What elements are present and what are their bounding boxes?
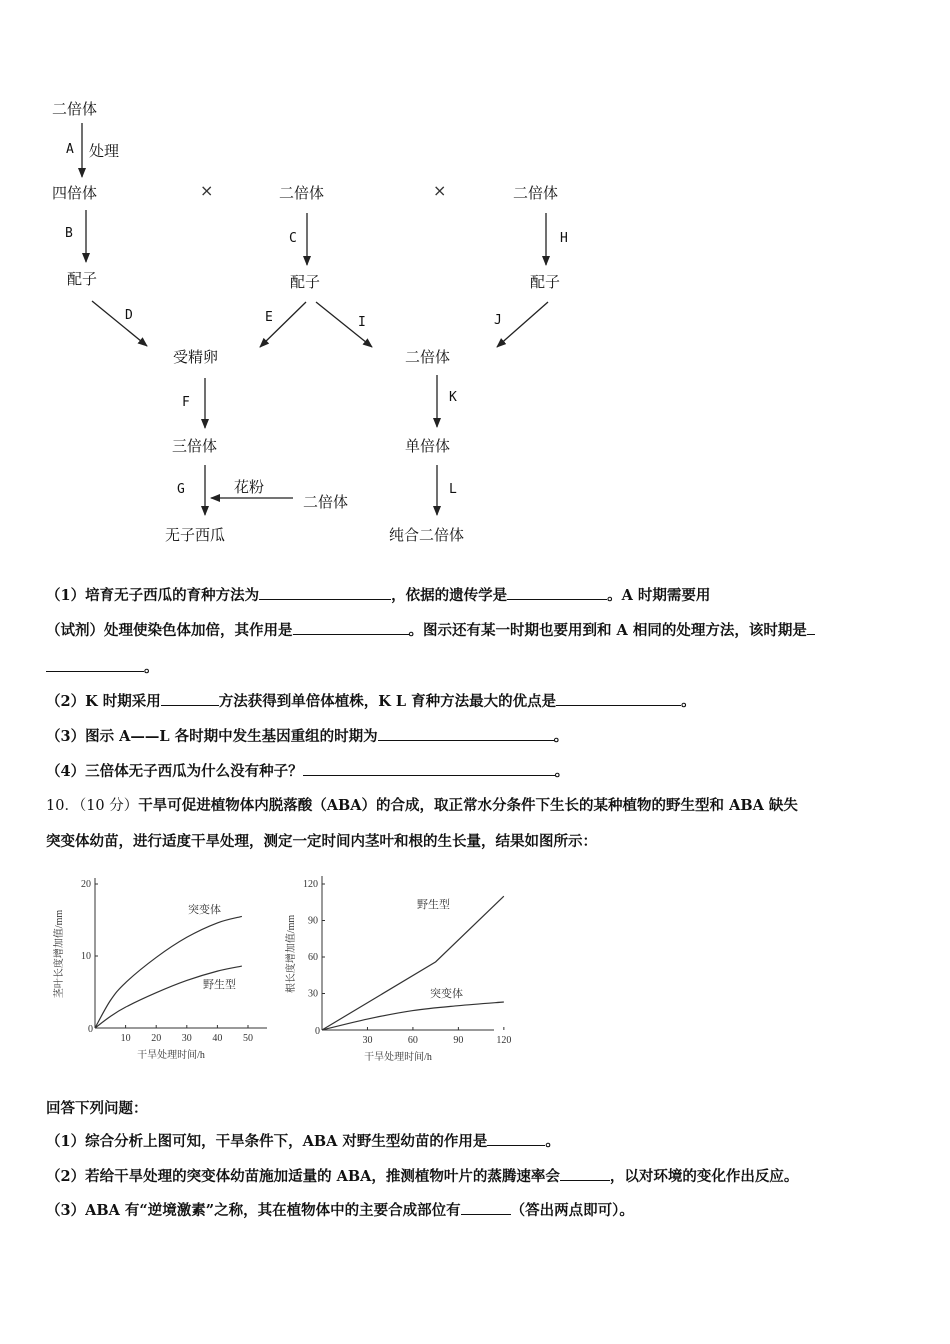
step-g-letter: G (177, 482, 185, 497)
seedless-watermelon-label: 无子西瓜 (165, 526, 226, 544)
q10-sub-1: （1）综合分析上图可知，干旱条件下，ABA 对野生型幼苗的作用是 。 (46, 1133, 560, 1150)
step-l-letter: L (449, 482, 457, 497)
series-line-1 (95, 916, 242, 1028)
x-tick-label: 40 (212, 1033, 223, 1044)
answer-blank-7[interactable] (378, 726, 554, 741)
step-d-letter: D (125, 308, 133, 323)
zygote-label: 受精卵 (173, 348, 219, 366)
answer-blank-6[interactable] (556, 691, 681, 706)
q10-sub-2: （2）若给干旱处理的突变体幼苗施加适量的 ABA，推测植物叶片的蒸腾速率会 ，以对环境的变化作出反应。 (46, 1168, 799, 1185)
x-tick-label: 30 (181, 1033, 192, 1044)
x-tick-label: 20 (151, 1033, 162, 1044)
x-axis-label: 干旱处理时间/h (364, 1052, 432, 1063)
y-tick-label: 60 (308, 952, 318, 963)
pure-diploid-label: 纯合二倍体 (389, 526, 465, 544)
q9-line-5: （3）图示 A——L 各时期中发生基因重组的时期为 。 (46, 728, 569, 745)
series-line-2 (322, 1002, 504, 1030)
q10-sub-3: （3）ABA 有“逆境激素”之称，其在植物体中的主要合成部位有 （答出两点即可）。 (46, 1202, 634, 1219)
x-axis-label: 干旱处理时间/h (137, 1050, 205, 1061)
series-label-2: 突变体 (430, 988, 463, 1000)
y-tick-label: 30 (308, 988, 318, 1000)
q10-number: 10．（10 分） (46, 798, 139, 814)
origin-label: 0 (315, 1026, 320, 1037)
answer-blank-2[interactable] (507, 585, 607, 600)
answer-blank-10[interactable] (560, 1166, 610, 1181)
y-tick-label: 10 (81, 951, 91, 962)
step-h-letter: H (560, 231, 568, 246)
arrow-j (497, 302, 548, 347)
step-k-letter: K (449, 390, 457, 405)
step-i-letter: I (358, 315, 366, 330)
step-c-letter: C (289, 231, 297, 246)
series-label-1: 突变体 (188, 904, 221, 916)
y-tick-label: 90 (308, 915, 318, 927)
top-diploid-label: 二倍体 (52, 100, 98, 118)
right-diploid-label: 二倍体 (513, 184, 559, 202)
x-tick-label: 60 (407, 1035, 418, 1046)
x-tick-label: 10 (120, 1033, 131, 1044)
cross-symbol-right: × (433, 181, 447, 200)
y-axis-label: 根长度增加值/mm (286, 914, 297, 994)
haploid-label: 单倍体 (405, 437, 451, 455)
step-j-letter: J (494, 313, 502, 328)
gamete-middle-label: 配子 (290, 273, 321, 291)
answer-blank-4b[interactable] (46, 657, 144, 672)
y-axis-label: 茎叶长度增加值/mm (54, 909, 65, 999)
step-e-letter: E (265, 310, 273, 325)
step-b-letter: B (65, 226, 73, 241)
q10-stem-line-1: 10．（10 分）干旱可促进植物体内脱落酸（ABA）的合成，取正常水分条件下生长的某种植物的野生型和 ABA 缺失 (46, 797, 798, 814)
series-line-2 (95, 966, 242, 1028)
stem-leaf-growth-chart (40, 860, 280, 1070)
q9-line-1: （1）培育无子西瓜的育种方法为 ，依据的遗传学是 。A 时期需要用 (46, 587, 711, 604)
q9-line-4: （2）K 时期采用 方法获得到单倍体植株，K L 育种方法最大的优点是 。 (46, 693, 696, 710)
series-label-1: 野生型 (417, 899, 450, 911)
answer-blank-9[interactable] (487, 1131, 545, 1146)
answer-blank-3[interactable] (293, 620, 409, 635)
tetraploid-label: 四倍体 (52, 184, 98, 202)
series-label-2: 野生型 (203, 979, 236, 991)
arrow-i (316, 302, 372, 347)
x-tick-label: 30 (362, 1035, 373, 1046)
step-a-text: 处理 (89, 142, 120, 160)
pollen-diploid-label: 二倍体 (303, 493, 349, 511)
q9-line-6: （4）三倍体无子西瓜为什么没有种子？ 。 (46, 763, 570, 780)
x-tick-label: 120 (496, 1035, 512, 1046)
answer-blank-11[interactable] (461, 1200, 511, 1215)
answer-blank-5[interactable] (161, 691, 219, 706)
middle-diploid-label: 二倍体 (279, 184, 325, 202)
q10-prompt: 回答下列问题： (46, 1100, 148, 1117)
arrow-e (260, 302, 306, 347)
answer-blank-1[interactable] (259, 585, 391, 600)
triploid-label: 三倍体 (172, 437, 218, 455)
x-tick-label: 50 (243, 1033, 253, 1044)
y-tick-label: 20 (81, 879, 91, 890)
root-growth-chart (282, 860, 512, 1070)
step-f-letter: F (182, 395, 190, 410)
series-line-1 (322, 896, 504, 1030)
q10-stem-line-2: 突变体幼苗，进行适度干旱处理，测定一定时间内茎叶和根的生长量，结果如图所示： (46, 833, 597, 850)
origin-label: 0 (88, 1024, 93, 1035)
x-tick-label: 90 (453, 1035, 464, 1046)
q9-line-2: （试剂）处理使染色体加倍，其作用是 。图示还有某一时期也要用到和 A 相同的处理方法，该时期是 (46, 619, 815, 640)
gamete-right-label: 配子 (530, 273, 561, 291)
answer-blank-4a[interactable] (807, 620, 815, 635)
y-tick-label: 120 (303, 879, 318, 890)
gamete-left-label: 配子 (67, 270, 98, 288)
center-diploid-label: 二倍体 (405, 348, 451, 366)
diagram-arrows (0, 0, 950, 560)
step-a-letter: A (66, 142, 74, 157)
q9-line-3: 。 (46, 656, 159, 677)
cross-symbol-left: × (200, 181, 214, 200)
pollen-label: 花粉 (234, 478, 265, 496)
answer-blank-8[interactable] (303, 761, 555, 776)
arrow-d (92, 301, 147, 346)
